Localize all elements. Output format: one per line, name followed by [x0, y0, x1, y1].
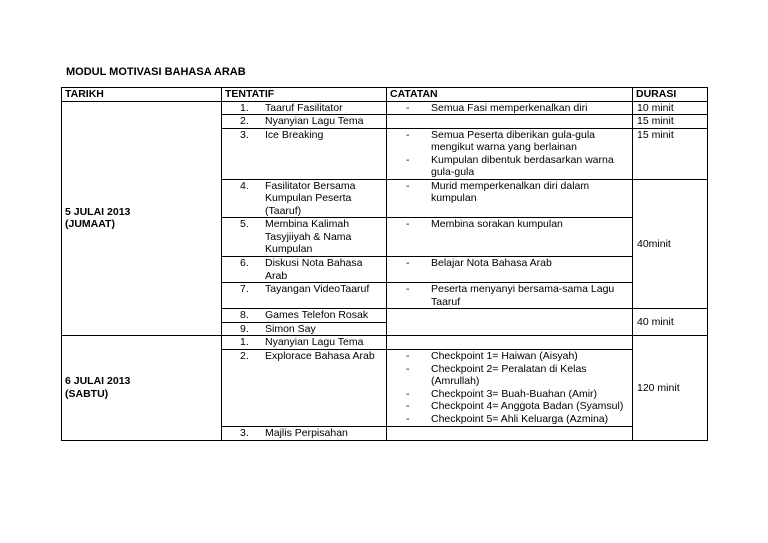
- item-text: Diskusi Nota Bahasa Arab: [265, 257, 363, 282]
- item-number: 7.: [240, 283, 249, 295]
- bullet-dash: -: [406, 101, 410, 114]
- item-number: 6.: [240, 257, 249, 269]
- bullet-dash: -: [406, 283, 410, 295]
- catatan-cell: [387, 309, 633, 336]
- tentatif-cell: [222, 322, 387, 336]
- item-number: 9.: [240, 322, 249, 335]
- note-text: Peserta menyanyi bersama-sama Lagu Taaruf: [431, 283, 615, 308]
- note-text: Murid memperkenalkan diri dalam kumpulan: [431, 179, 590, 204]
- note-text: Checkpoint 1= Haiwan (Aisyah): [431, 350, 578, 362]
- bullet-dash: -: [406, 387, 410, 400]
- catatan-cell: [387, 336, 633, 350]
- catatan-cell: [387, 179, 633, 218]
- note-text: Kumpulan dibentuk berdasarkan warna gula-gula: [431, 153, 614, 178]
- date-day1: 5 JULAI 2013: [65, 205, 131, 218]
- item-text: Nyanyian Lagu Tema: [265, 115, 364, 127]
- tentatif-cell: [222, 427, 387, 441]
- table-row: [62, 101, 708, 115]
- date-day2: 6 JULAI 2013: [65, 375, 131, 388]
- catatan-cell: [387, 101, 633, 115]
- document-title: MODUL MOTIVASI BAHASA ARAB: [66, 66, 246, 78]
- bullet-dash: -: [406, 350, 410, 362]
- note-text: Semua Peserta diberikan gula-gula mengikut warna yang berlainan: [431, 128, 596, 153]
- note-text: Checkpoint 5= Ahli Keluarga (Azmina): [431, 412, 609, 425]
- header-durasi: DURASI: [633, 88, 708, 102]
- tentatif-cell: [222, 128, 387, 179]
- tentatif-cell: [222, 179, 387, 218]
- catatan-cell: [387, 283, 633, 309]
- note-text: Checkpoint 3= Buah-Buahan (Amir): [431, 387, 598, 400]
- item-number: 2.: [240, 350, 249, 362]
- durasi-cell-group: 40minit: [633, 179, 708, 309]
- item-text: Majlis Perpisahan: [265, 427, 348, 439]
- bullet-dash: -: [406, 257, 410, 269]
- item-text: Membina Kalimah Tasyjiiyah & Nama Kumpulan: [265, 218, 352, 255]
- item-number: 3.: [240, 128, 249, 141]
- item-text: Fasilitator Bersama Kumpulan Peserta (Taaruf): [265, 179, 356, 217]
- durasi-cell: 15 minit: [633, 115, 708, 129]
- item-number: 1.: [240, 101, 249, 114]
- header-catatan: CATATAN: [387, 88, 633, 102]
- item-number: 4.: [240, 179, 249, 192]
- note-text: Checkpoint 4= Anggota Badan (Syamsul): [431, 400, 624, 412]
- weekday-day2: (SABTU): [65, 387, 109, 400]
- header-tarikh: TARIKH: [62, 88, 222, 102]
- item-text: Tayangan VideoTaaruf: [265, 283, 370, 295]
- date-cell-day1: [62, 101, 222, 336]
- tentatif-cell: [222, 309, 387, 323]
- tentatif-cell: [222, 283, 387, 309]
- note-text: Belajar Nota Bahasa Arab: [431, 257, 552, 269]
- durasi-cell: 15 minit: [633, 128, 708, 179]
- item-number: 1.: [240, 336, 249, 348]
- item-number: 2.: [240, 115, 249, 127]
- tentatif-cell: [222, 115, 387, 129]
- bullet-dash: -: [406, 179, 410, 192]
- durasi-cell-group: 40 minit: [633, 309, 708, 336]
- durasi-cell-group: 120 minit: [633, 336, 708, 441]
- durasi-cell: 10 minit: [633, 101, 708, 115]
- catatan-cell: [387, 350, 633, 427]
- note-text: Membina sorakan kumpulan: [431, 218, 563, 230]
- weekday-day1: (JUMAAT): [65, 218, 115, 231]
- bullet-dash: -: [406, 128, 410, 141]
- bullet-dash: -: [406, 362, 410, 375]
- table-header-row: [62, 88, 708, 102]
- tentatif-cell: [222, 218, 387, 257]
- tentatif-cell: [222, 336, 387, 350]
- catatan-cell: [387, 257, 633, 283]
- bullet-dash: -: [406, 218, 410, 230]
- item-text: Ice Breaking: [265, 128, 324, 141]
- item-number: 5.: [240, 218, 249, 230]
- item-text: Taaruf Fasilitator: [265, 101, 343, 114]
- header-tentatif: TENTATIF: [222, 88, 387, 102]
- tentatif-cell: [222, 257, 387, 283]
- bullet-dash: -: [406, 400, 410, 412]
- date-cell-day2: [62, 336, 222, 441]
- item-text: Simon Say: [265, 322, 316, 335]
- item-text: Explorace Bahasa Arab: [265, 350, 375, 362]
- note-text: Semua Fasi memperkenalkan diri: [431, 101, 588, 114]
- catatan-cell: [387, 128, 633, 179]
- item-number: 8.: [240, 309, 249, 321]
- tentatif-cell: [222, 101, 387, 115]
- tentatif-cell: [222, 350, 387, 427]
- catatan-cell: [387, 115, 633, 129]
- table-row: [62, 336, 708, 350]
- item-number: 3.: [240, 427, 249, 439]
- bullet-dash: -: [406, 153, 410, 166]
- item-text: Games Telefon Rosak: [265, 309, 369, 321]
- note-text: Checkpoint 2= Peralatan di Kelas (Amrullah): [431, 362, 587, 387]
- catatan-cell: [387, 427, 633, 441]
- item-text: Nyanyian Lagu Tema: [265, 336, 364, 348]
- bullet-dash: -: [406, 412, 410, 425]
- schedule-table: [61, 87, 708, 441]
- catatan-cell: [387, 218, 633, 257]
